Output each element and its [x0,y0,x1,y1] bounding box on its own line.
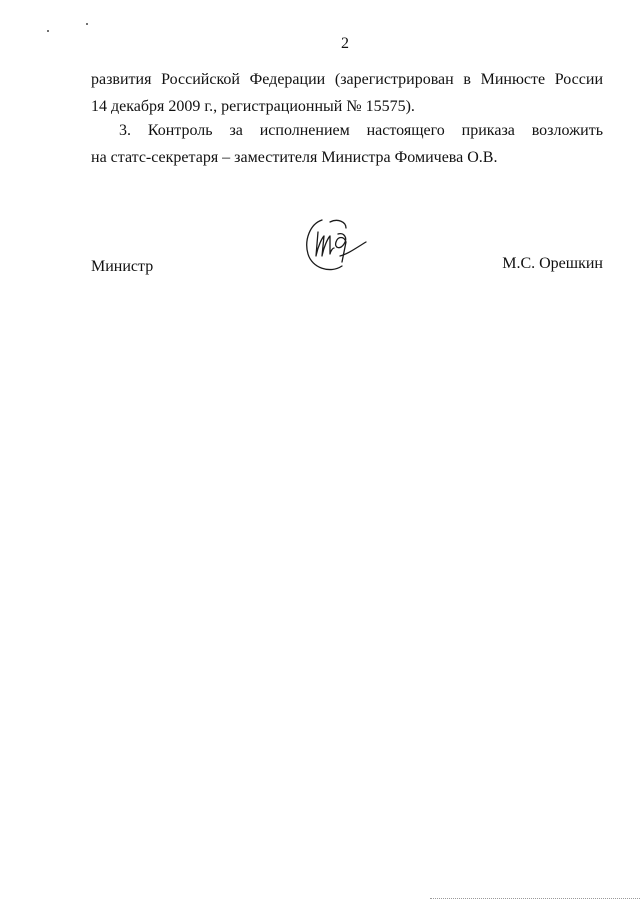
paragraph-2-line-1: 3. Контроль за исполнением настоящего приказа возложить [119,122,603,139]
paragraph-2 [91,117,603,171]
signatory-name: М.С. Орешкин [502,255,603,272]
paragraph-1-line-2: 14 декабря 2009 г., регистрационный № 15575). [91,98,415,115]
paragraph-2-line-2: на статс-секретаря – заместителя Министра Фомичева О.В. [91,149,498,166]
page-number: 2 [341,35,349,52]
signatory-title: Министр [91,258,154,275]
paragraph-1 [91,66,603,120]
paragraph-1-line-1: развития Российской Федерации (зарегистрирован в Минюсте России [91,71,603,88]
scan-speck [47,30,49,32]
handwritten-signature-icon [300,212,370,276]
scan-edge-artifact [430,898,640,901]
scan-speck [86,23,88,25]
